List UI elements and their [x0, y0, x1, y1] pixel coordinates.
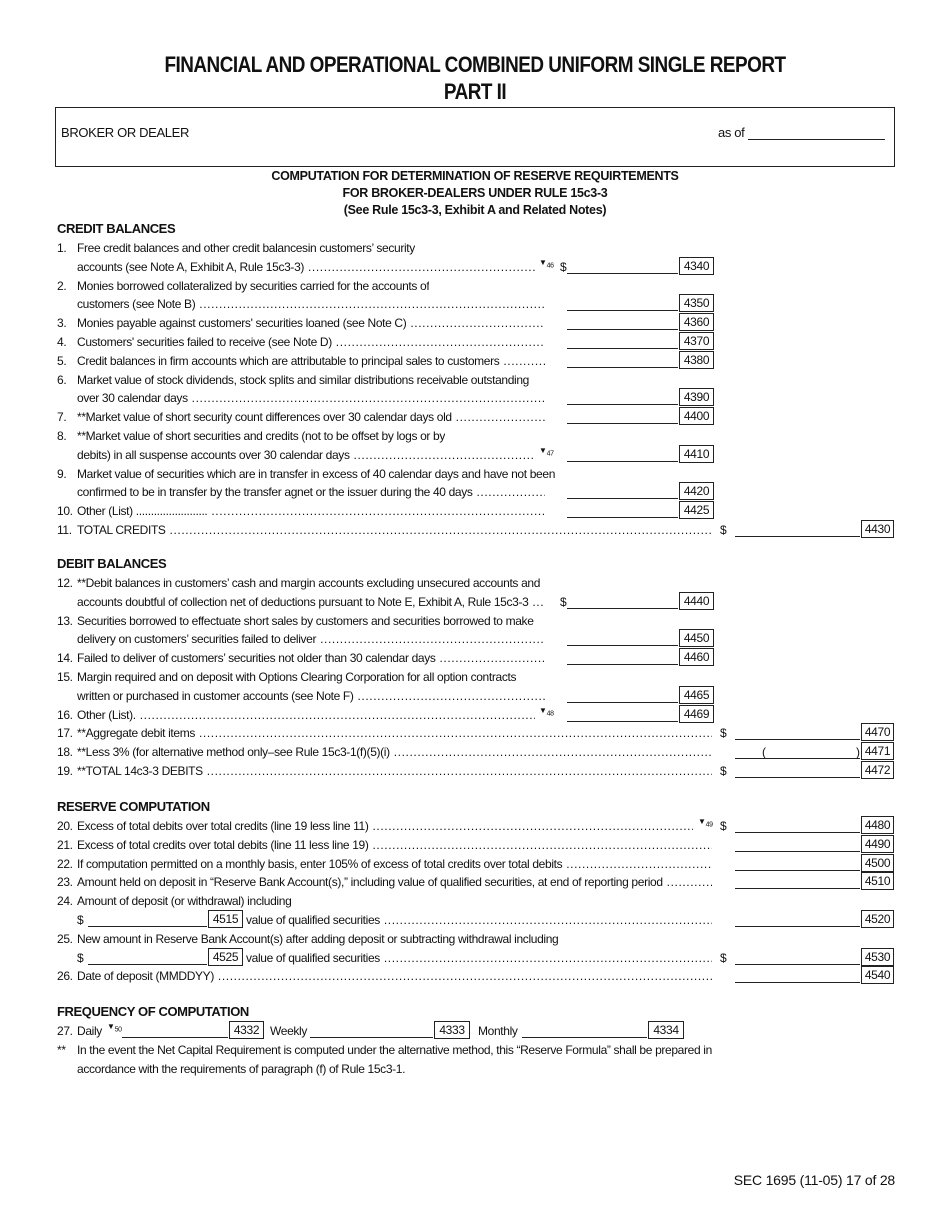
line-item-8	[0, 426, 950, 445]
field-code-box: 4510	[861, 872, 894, 890]
line-item-text: Credit balances in firm accounts which are attributable to principal sales to customers .....	[77, 354, 545, 368]
line-item-24	[0, 910, 950, 929]
line-number: 5.	[57, 353, 67, 368]
line-item-text: written or purchased in customer accounts (see Note F) .....	[77, 689, 545, 703]
monthly-label: Monthly	[478, 1024, 518, 1038]
field-code-box: 4465	[679, 686, 714, 704]
amount-field[interactable]	[735, 910, 860, 927]
amount-field[interactable]	[735, 872, 860, 889]
daily-label: Daily	[77, 1024, 102, 1038]
marker-triangle-icon: $▼_{49}$	[698, 817, 713, 829]
amount-field[interactable]	[567, 257, 678, 274]
line-number: 18.	[57, 745, 73, 760]
line-item-text: Failed to deliver of customers’ securities not older than 30 calendar days .....	[77, 651, 545, 665]
field-code-box: 4425	[679, 501, 714, 519]
line-item-text: Securities borrowed to effectuate short sales by customers and securities borrowed to make	[77, 613, 534, 628]
line-number: 12.	[57, 576, 73, 590]
field-code-box: 4515	[208, 910, 243, 928]
amount-field[interactable]	[735, 520, 860, 537]
line-number: 13.	[57, 613, 73, 628]
line-item-text: Date of deposit (MMDDYY) .....	[77, 969, 712, 983]
report-part: PART II	[443, 79, 507, 104]
line-item-6	[0, 388, 950, 407]
line-number: 1.	[57, 241, 67, 255]
line-item-18	[0, 742, 950, 761]
field-code-box: 4460	[679, 648, 714, 666]
dollar-sign: $	[720, 950, 727, 965]
line-item-20	[0, 816, 950, 835]
field-code-box: 4480	[861, 816, 894, 834]
line-item-25	[0, 948, 950, 967]
amount-field[interactable]	[735, 723, 860, 740]
sub-amount-field[interactable]	[88, 910, 207, 927]
line-item-text: Excess of total debits over total credits (line 19 less line 11) .....	[77, 819, 693, 833]
line-number: 9.	[57, 466, 67, 481]
footnote-mark: **	[57, 1042, 66, 1057]
line-item-15	[0, 686, 950, 705]
amount-field[interactable]	[735, 854, 860, 871]
amount-field[interactable]	[735, 761, 860, 778]
amount-field[interactable]	[735, 816, 860, 833]
line-item-text: accounts (see Note A, Exhibit A, Rule 15c3-3) .....	[77, 260, 535, 274]
field-code-box: 4380	[679, 351, 714, 369]
field-code-box: 4332	[229, 1021, 264, 1039]
line-item-22	[0, 854, 950, 873]
section-heading: CREDIT BALANCES	[57, 221, 176, 236]
as-of-field[interactable]	[748, 139, 885, 140]
line-number: 14.	[57, 651, 73, 666]
amount-field[interactable]	[567, 592, 678, 609]
weekly-field[interactable]	[310, 1021, 433, 1038]
sub-dollar-sign: $	[77, 912, 84, 927]
line-item-text: **Debit balances in customers’ cash and margin accounts excluding unsecured accounts and	[77, 576, 541, 590]
marker-number: 47	[546, 450, 554, 458]
computation-reference: (See Rule 15c3-3, Exhibit A and Related Notes)	[343, 203, 607, 217]
field-code-box: 4530	[861, 948, 894, 966]
sub-dollar-sign: $	[77, 950, 84, 965]
field-code-box: 4490	[861, 835, 894, 853]
field-code-box: 4440	[679, 592, 714, 610]
dollar-sign: $	[720, 819, 727, 833]
line-item-text: Free credit balances and other credit balancesin customers’ security	[77, 241, 415, 255]
field-code-box: 4420	[679, 482, 714, 500]
line-item-26	[0, 966, 950, 985]
line-item-9	[0, 464, 950, 483]
section-heading: DEBIT BALANCES	[57, 556, 167, 571]
field-code-box: 4333	[434, 1021, 470, 1039]
section-heading: RESERVE COMPUTATION	[57, 799, 210, 814]
line-item-text: Monies payable against customers' securities loaned (see Note C) .....	[77, 316, 545, 330]
amount-field[interactable]	[735, 742, 860, 759]
amount-field[interactable]	[567, 351, 678, 368]
line-item-text: confirmed to be in transfer by the transfer agnet or the issuer during the 40 days .....	[77, 485, 545, 499]
line-item-text: Other (List). .....	[77, 708, 535, 722]
line-item-19	[0, 761, 950, 780]
line-item-text: Customers' securities failed to receive (see Note D) .....	[77, 335, 545, 349]
amount-field[interactable]	[567, 482, 678, 499]
line-item-10	[0, 501, 950, 520]
field-code-box: 4410	[679, 445, 714, 463]
close-paren: )	[856, 745, 860, 760]
line-number: 25.	[57, 931, 73, 946]
section-heading: FREQUENCY OF COMPUTATION	[57, 1004, 249, 1019]
amount-field[interactable]	[567, 407, 678, 424]
line-item-12	[0, 592, 950, 611]
line-number: 26.	[57, 969, 73, 984]
footnote-continued	[0, 1059, 950, 1078]
line-number: 7.	[57, 410, 67, 425]
line-number: 27.	[57, 1024, 73, 1038]
dollar-sign: $	[560, 259, 567, 274]
marker-number: 48	[546, 710, 554, 718]
field-code-box: 4469	[679, 705, 714, 723]
footnote-text: accordance with the requirements of paragraph (f) of Rule 15c3-1.	[77, 1061, 406, 1076]
amount-field[interactable]	[567, 445, 678, 462]
line-item-text: customers (see Note B) .....	[77, 297, 545, 311]
monthly-field[interactable]	[522, 1021, 647, 1038]
line-item-text: Excess of total credits over total debits (line 11 less line 19) .....	[77, 838, 712, 852]
footnote-text: In the event the Net Capital Requirement is computed under the alternative method, this “Reserve Formula” shall be prepared in	[77, 1042, 712, 1057]
field-code-box: 4360	[679, 313, 714, 331]
marker-triangle-icon: $▼_{47}$	[539, 445, 554, 458]
line-number: 4.	[57, 334, 67, 349]
line-item-text: value of qualified securities .....	[246, 951, 712, 965]
sub-amount-field[interactable]	[88, 948, 207, 965]
field-code-box: 4500	[861, 854, 894, 872]
line-item-1	[0, 257, 950, 276]
field-code-box: 4471	[861, 742, 894, 760]
credit-balances-section	[0, 219, 950, 539]
amount-field[interactable]	[567, 501, 678, 518]
weekly-label: Weekly	[270, 1024, 308, 1038]
field-code-box: 4390	[679, 388, 714, 406]
amount-field[interactable]	[567, 648, 678, 665]
amount-field[interactable]	[567, 294, 678, 311]
amount-field[interactable]	[567, 313, 678, 330]
line-item-text: debits) in all suspense accounts over 30 calendar days .....	[77, 448, 535, 462]
line-item-text: over 30 calendar days .....	[77, 391, 545, 405]
line-number: 6.	[57, 372, 67, 387]
marker-triangle-icon: $▼_{50}$	[107, 1022, 122, 1034]
field-code-box: 4350	[679, 294, 714, 312]
line-item-11	[0, 520, 950, 539]
marker-triangle-icon: $▼_{48}$	[539, 705, 554, 718]
line-item-17	[0, 723, 950, 742]
dollar-sign: $	[720, 522, 727, 537]
field-code-box: 4525	[208, 948, 243, 966]
line-number: 15.	[57, 669, 73, 684]
dollar-sign: $	[720, 763, 727, 778]
line-item-14	[0, 648, 950, 667]
marker-number: 46	[546, 262, 554, 270]
computation-subtitle: FOR BROKER-DEALERS UNDER RULE 15c3-3	[342, 186, 608, 200]
line-number: 8.	[57, 428, 67, 443]
amount-field[interactable]	[735, 835, 860, 852]
line-item-text: Market value of securities which are in transfer in excess of 40 calendar days and have not been	[77, 466, 556, 481]
marker-number: 50	[114, 1026, 122, 1034]
line-item-text: **Aggregate debit items .....	[77, 726, 712, 740]
line-item-text: **TOTAL 14c3-3 DEBITS .....	[77, 764, 712, 778]
amount-field[interactable]	[567, 388, 678, 405]
line-item-15	[0, 667, 950, 686]
field-code-box: 4340	[679, 257, 714, 275]
amount-field[interactable]	[567, 629, 678, 646]
line-item-text: **Market value of short security count differences over 30 calendar days old .....	[77, 410, 545, 424]
field-code-box: 4400	[679, 407, 714, 425]
dollar-sign: $	[560, 594, 567, 609]
line-item-3	[0, 313, 950, 332]
line-number: 22.	[57, 856, 73, 871]
line-item-5	[0, 351, 950, 370]
amount-field[interactable]	[735, 966, 860, 983]
as-of-label: as of	[718, 125, 745, 140]
line-item-text: Monies borrowed collateralized by securities carried for the accounts of	[77, 278, 430, 293]
field-code-box: 4450	[679, 629, 714, 647]
field-code-box: 4370	[679, 332, 714, 350]
line-number: 3.	[57, 316, 67, 331]
line-number: 20.	[57, 819, 73, 833]
reserve-computation-section	[0, 797, 950, 985]
line-item-21	[0, 835, 950, 854]
line-item-1	[0, 238, 950, 257]
line-item-2	[0, 276, 950, 295]
line-item-text: **Market value of short securities and credits (not to be offset by logs or by	[77, 428, 446, 443]
field-code-box: 4472	[861, 761, 894, 779]
line-number: 23.	[57, 875, 73, 890]
line-item-2	[0, 294, 950, 313]
line-number: 21.	[57, 837, 73, 852]
line-item-7	[0, 407, 950, 426]
line-item-text: Amount of deposit (or withdrawal) including	[77, 894, 292, 909]
marker-number: 49	[705, 821, 713, 829]
footnote	[0, 1040, 950, 1059]
line-number: 19.	[57, 763, 73, 778]
line-item-13	[0, 629, 950, 648]
line-item-text: New amount in Reserve Bank Account(s) after adding deposit or subtracting withdrawal including	[77, 931, 559, 946]
marker-triangle-icon: $▼_{46}$	[539, 257, 554, 270]
line-item-text: TOTAL CREDITS .....	[77, 523, 712, 537]
line-item-12	[0, 573, 950, 592]
line-item-25	[0, 929, 950, 948]
amount-field[interactable]	[567, 686, 678, 703]
line-item-13	[0, 611, 950, 630]
line-item-16	[0, 705, 950, 724]
line-number: 24.	[57, 894, 73, 909]
line-item-text: Amount held on deposit in “Reserve Bank Account(s),” including value of qualified securities, at end of reporting period .....	[77, 875, 712, 889]
field-code-box: 4540	[861, 966, 894, 984]
line-item-24	[0, 891, 950, 910]
line-number: 2.	[57, 278, 67, 293]
amount-field[interactable]	[567, 705, 678, 722]
line-number: 10.	[57, 504, 73, 519]
line-item-text: If computation permitted on a monthly basis, enter 105% of excess of total credits over total debits .....	[77, 857, 712, 871]
computation-title: COMPUTATION FOR DETERMINATION OF RESERVE REQUIRTEMENTS	[271, 169, 679, 183]
line-item-text: Margin required and on deposit with Options Clearing Corporation for all option contracts	[77, 669, 517, 684]
amount-field[interactable]	[567, 332, 678, 349]
dollar-sign: $	[720, 726, 727, 741]
line-number: 17.	[57, 726, 73, 741]
line-item-text: Market value of stock dividends, stock splits and similar distributions receivable outstanding	[77, 372, 529, 387]
line-number: 16.	[57, 707, 73, 722]
broker-dealer-label: BROKER OR DEALER	[61, 125, 190, 140]
line-item-text: accounts doubtful of collection net of deductions pursuant to Note E, Exhibit A, Rule 15c3-3 .....	[77, 595, 545, 609]
debit-balances-section	[0, 554, 950, 780]
broker-dealer-box	[55, 107, 895, 167]
line-item-23	[0, 872, 950, 891]
line-item-text: Other (List) ........................ .....	[77, 504, 545, 518]
field-code-box: 4520	[861, 910, 894, 928]
line-item-6	[0, 370, 950, 389]
line-item-text: value of qualified securities .....	[246, 913, 712, 927]
field-code-box: 4334	[648, 1021, 684, 1039]
line-number: 11.	[57, 522, 72, 537]
line-item-text: delivery on customers’ securities failed to deliver .....	[77, 632, 545, 646]
line-item-4	[0, 332, 950, 351]
frequency-section	[0, 1002, 950, 1077]
line-item-text: **Less 3% (for alternative method only–see Rule 15c3-1(f)(5)(i) .....	[77, 745, 712, 759]
line-item-27	[0, 1021, 950, 1040]
line-item-8	[0, 445, 950, 464]
line-item-9	[0, 482, 950, 501]
field-code-box: 4430	[861, 520, 894, 538]
form-footer: SEC 1695 (11-05) 17 of 28	[733, 1172, 895, 1188]
report-title: FINANCIAL AND OPERATIONAL COMBINED UNIFORM SINGLE REPORT	[164, 52, 786, 77]
field-code-box: 4470	[861, 723, 894, 741]
amount-field[interactable]	[735, 948, 860, 965]
daily-field[interactable]	[122, 1021, 228, 1038]
open-paren: (	[762, 745, 766, 760]
